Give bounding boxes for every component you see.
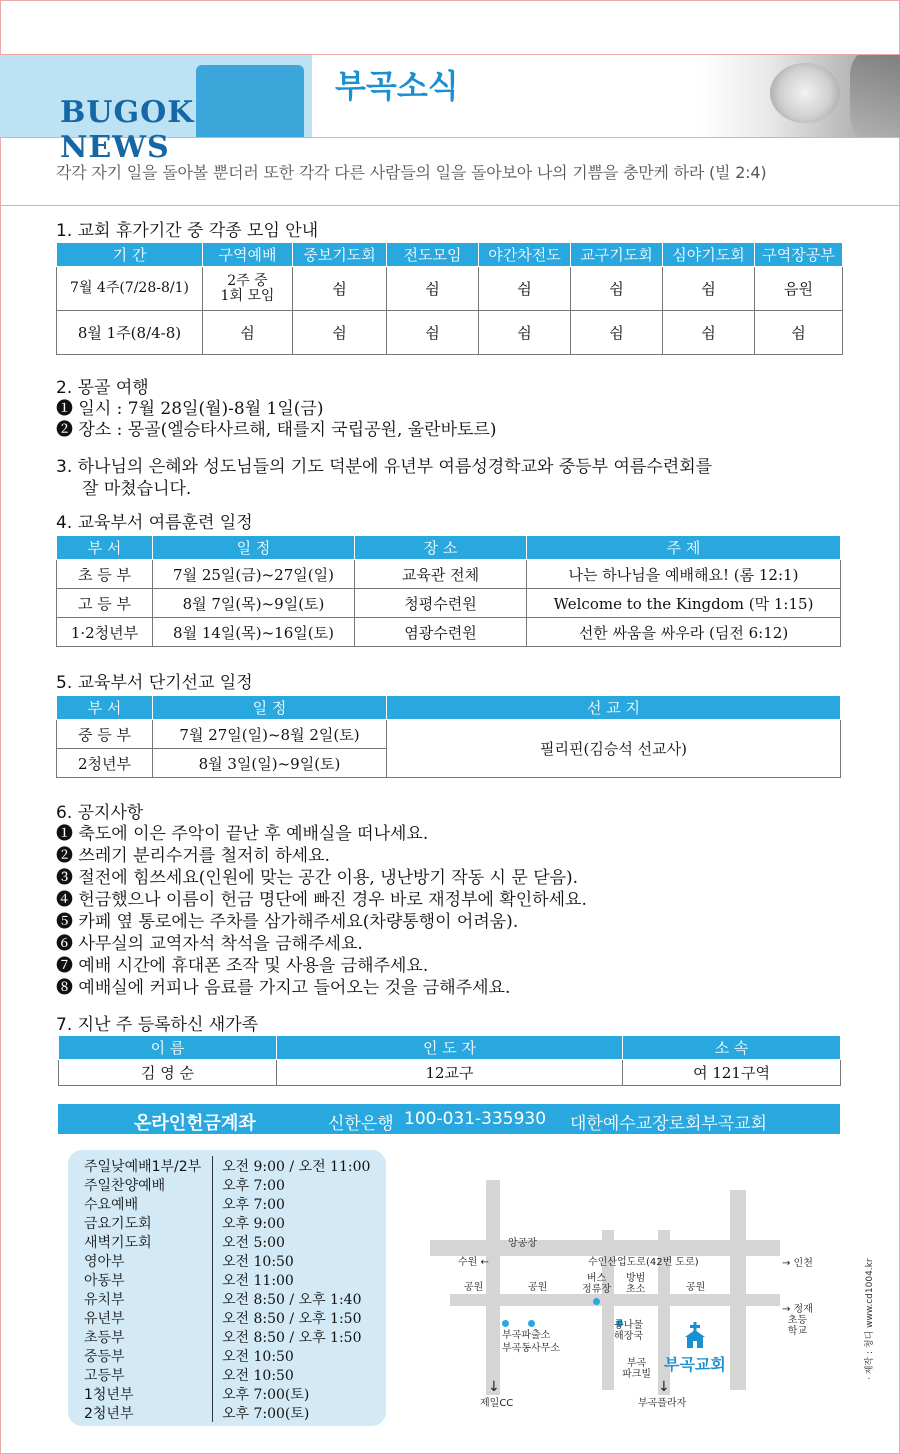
schedule-row <box>84 1289 384 1308</box>
section4-title: 4. 교육부서 여름훈련 일정 <box>56 513 253 533</box>
schedule-row <box>84 1194 384 1213</box>
service-time: 오전 5:00 <box>222 1235 285 1251</box>
notice-item: ❷ 쓰레기 분리수거를 철저히 하세요. <box>56 846 330 866</box>
table-cell: 중 등 부 <box>57 720 153 749</box>
table-cell: 쉼 <box>479 267 571 311</box>
schedule-row <box>84 1270 384 1289</box>
table-header-row <box>57 243 843 267</box>
table-cell: 쉼 <box>293 267 387 311</box>
col-header: 장 소 <box>355 536 527 560</box>
col-header: 교구기도회 <box>571 243 663 267</box>
table-row <box>57 720 841 749</box>
table-cell: 1·2청년부 <box>57 618 153 647</box>
schedule-row <box>84 1403 384 1422</box>
service-time: 오전 8:50 / 오후 1:50 <box>222 1330 362 1346</box>
table-cell: 쉼 <box>293 311 387 355</box>
table-cell: 쉼 <box>663 267 755 311</box>
map-label-police-post: 방범 초소 <box>626 1273 646 1295</box>
service-name: 고등부 <box>84 1368 125 1384</box>
table-cell: 2청년부 <box>57 749 153 778</box>
service-name: 2청년부 <box>84 1406 134 1422</box>
bank-name: 신한은행 <box>328 1114 394 1134</box>
table-cell: 쉼 <box>479 311 571 355</box>
table-cell: 여 121구역 <box>623 1060 841 1086</box>
table-cell: 2주 중 1회 모임 <box>203 267 293 311</box>
service-time: 오후 7:00(토) <box>222 1406 310 1422</box>
arrow-down-icon: ↓ <box>658 1379 670 1395</box>
map-label-bus-stop: 버스 정류장 <box>582 1273 611 1295</box>
arrow-down-icon: ↓ <box>488 1379 500 1395</box>
service-name: 초등부 <box>84 1330 125 1346</box>
logo-word-bugok: BUGOK <box>60 95 195 130</box>
section1-title: 1. 교회 휴가기간 중 각종 모임 안내 <box>56 221 319 241</box>
section6-title: 6. 공지사항 <box>56 803 144 823</box>
map-label-jeil-cc: 제일CC <box>480 1398 514 1409</box>
table-cell: 초 등 부 <box>57 560 153 589</box>
summer-training-table <box>56 535 841 647</box>
table-cell: 음원 <box>755 267 843 311</box>
table-cell: 선한 싸움을 싸우라 (딤전 6:12) <box>527 618 841 647</box>
notice-item: ❻ 사무실의 교역자석 착석을 금해주세요. <box>56 934 363 954</box>
service-time: 오전 10:50 <box>222 1368 294 1384</box>
table-row <box>57 618 841 647</box>
mission-destination: 필리핀(김승석 선교사) <box>387 720 841 778</box>
service-time: 오전 8:50 / 오후 1:50 <box>222 1311 362 1327</box>
new-family-table <box>58 1035 841 1086</box>
schedule-row <box>84 1346 384 1365</box>
logo-word-news: NEWS <box>60 130 170 165</box>
table-cell: 7월 4주(7/28-8/1) <box>57 267 203 311</box>
section3-line1: 3. 하나님의 은혜와 성도님들의 기도 덕분에 유년부 여름성경학교와 중등부 여름수련회를 <box>56 457 713 477</box>
map-label-police-office: 부곡파출소 <box>502 1330 551 1341</box>
road-vertical-middle <box>602 1230 614 1390</box>
service-name: 주일낮예배1부/2부 <box>84 1159 202 1175</box>
table-cell: 나는 하나님을 예배해요! (롬 12:1) <box>527 560 841 589</box>
account-number: 100-031-335930 <box>404 1109 547 1129</box>
map-label-park: 공원 <box>464 1282 484 1293</box>
vacation-meetings-table <box>56 242 843 355</box>
section3-line2: 잘 마쳤습니다. <box>82 479 192 499</box>
service-name: 유년부 <box>84 1311 125 1327</box>
location-map <box>430 1170 840 1420</box>
section7-title: 7. 지난 주 등록하신 새가족 <box>56 1015 259 1035</box>
worship-schedule <box>68 1150 386 1426</box>
map-label-plaza: 부곡플라자 <box>638 1398 687 1409</box>
trip-date-line: ❶ 일시 : 7월 28일(월)-8월 1일(금) <box>56 399 324 419</box>
col-header: 선 교 지 <box>387 696 841 720</box>
map-label-incheon: → 인천 <box>782 1258 813 1269</box>
service-name: 아동부 <box>84 1273 125 1289</box>
table-cell: 쉼 <box>387 311 479 355</box>
service-time: 오전 11:00 <box>222 1273 294 1289</box>
schedule-row <box>84 1156 384 1175</box>
bus-stop-marker <box>593 1298 600 1305</box>
schedule-row <box>84 1251 384 1270</box>
church-label: 부곡교회 <box>664 1355 726 1374</box>
table-cell: 7월 27일(일)~8월 2일(토) <box>153 720 387 749</box>
photo-shape-column <box>850 55 900 137</box>
service-name: 수요예배 <box>84 1197 139 1213</box>
service-time: 오후 9:00 <box>222 1216 285 1232</box>
table-cell: 8월 1주(8/4-8) <box>57 311 203 355</box>
offering-label: 온라인헌금계좌 <box>134 1113 256 1134</box>
map-label-factory: 앙공장 <box>508 1238 537 1249</box>
mission-trip-table <box>56 695 841 778</box>
col-header: 구역예배 <box>203 243 293 267</box>
col-header: 부 서 <box>57 536 153 560</box>
col-header: 부 서 <box>57 696 153 720</box>
table-cell: 교육관 전체 <box>355 560 527 589</box>
map-label-suwon: 수원 ← <box>458 1257 489 1268</box>
service-name: 새벽기도회 <box>84 1235 152 1251</box>
schedule-row <box>84 1232 384 1251</box>
table-cell: 쉼 <box>571 267 663 311</box>
col-header: 이 름 <box>59 1036 277 1060</box>
schedule-row <box>84 1384 384 1403</box>
service-time: 오전 10:50 <box>222 1349 294 1365</box>
table-cell: 8월 7일(목)~9일(토) <box>153 589 355 618</box>
map-label-district-office: 부곡동사무소 <box>502 1343 560 1354</box>
table-row <box>57 560 841 589</box>
service-name: 영아부 <box>84 1254 125 1270</box>
police-office-marker <box>502 1320 509 1327</box>
notice-item: ❽ 예배실에 커피나 음료를 가지고 들어오는 것을 금해주세요. <box>56 978 511 998</box>
col-header: 인 도 자 <box>277 1036 623 1060</box>
church-icon <box>684 1322 706 1348</box>
table-row <box>57 589 841 618</box>
service-name: 1청년부 <box>84 1387 134 1403</box>
table-row <box>57 311 843 355</box>
section2-title: 2. 몽골 여행 <box>56 378 149 398</box>
table-row <box>59 1060 841 1086</box>
service-time: 오후 7:00 <box>222 1197 285 1213</box>
map-label-restaurant: 콩나물 해장국 <box>614 1320 643 1342</box>
section5-title: 5. 교육부서 단기선교 일정 <box>56 673 253 693</box>
col-header: 전도모임 <box>387 243 479 267</box>
col-header: 구역장공부 <box>755 243 843 267</box>
online-offering-account-bar <box>58 1104 840 1134</box>
table-cell: 쉼 <box>203 311 293 355</box>
table-cell: 쉼 <box>755 311 843 355</box>
table-cell: 쉼 <box>571 311 663 355</box>
table-cell: 12교구 <box>277 1060 623 1086</box>
col-header: 야간차전도 <box>479 243 571 267</box>
col-header: 중보기도회 <box>293 243 387 267</box>
schedule-row <box>84 1365 384 1384</box>
col-header: 일 정 <box>153 536 355 560</box>
notice-item: ❹ 헌금했으나 이름이 헌금 명단에 빠진 경우 바로 재정부에 확인하세요. <box>56 890 587 910</box>
col-header: 심야기도회 <box>663 243 755 267</box>
table-row <box>57 267 843 311</box>
schedule-row <box>84 1308 384 1327</box>
notice-item: ❼ 예배 시간에 휴대폰 조작 및 사용을 금해주세요. <box>56 956 429 976</box>
service-time: 오전 8:50 / 오후 1:40 <box>222 1292 362 1308</box>
table-cell: 고 등 부 <box>57 589 153 618</box>
service-name: 유치부 <box>84 1292 125 1308</box>
service-time: 오후 7:00(토) <box>222 1387 310 1403</box>
schedule-row <box>84 1175 384 1194</box>
table-cell: 청평수련원 <box>355 589 527 618</box>
table-cell: 8월 3일(일)~9일(토) <box>153 749 387 778</box>
col-header: 소 속 <box>623 1036 841 1060</box>
road-vertical-right <box>730 1190 746 1390</box>
map-label-school: → 정재 초등 학교 <box>782 1304 813 1337</box>
map-label-park: 공원 <box>528 1282 548 1293</box>
account-holder: 대한예수교장로회부곡교회 <box>570 1114 768 1134</box>
bible-verse: 각각 자기 일을 돌아볼 뿐더러 또한 각각 다른 사람들의 일을 돌아보아 나의 기쁨을 충만케 하라 (빌 2:4) <box>56 163 767 182</box>
col-header: 일 정 <box>153 696 387 720</box>
header-photo <box>700 55 900 137</box>
map-label-park-villa: 부곡 파크빌 <box>622 1358 651 1380</box>
bugok-news-logo <box>60 95 312 165</box>
table-cell: 쉼 <box>387 267 479 311</box>
col-header: 주 제 <box>527 536 841 560</box>
table-cell: 7월 25일(금)~27일(일) <box>153 560 355 589</box>
table-cell: 쉼 <box>663 311 755 355</box>
notice-item: ❺ 카페 옆 통로에는 주차를 삼가해주세요(차량통행이 어려움). <box>56 912 519 932</box>
road-vertical-left <box>486 1180 500 1395</box>
table-cell: Welcome to the Kingdom (막 1:15) <box>527 589 841 618</box>
service-time: 오전 10:50 <box>222 1254 294 1270</box>
credit-text: · 제작 : 청디 www.cd1004.kr <box>865 1258 875 1380</box>
table-header-row <box>57 536 841 560</box>
table-cell: 8월 14일(목)~16일(토) <box>153 618 355 647</box>
notice-item: ❶ 축도에 이은 주악이 끝난 후 예배실을 떠나세요. <box>56 824 429 844</box>
divider <box>0 205 900 206</box>
table-cell: 김 영 순 <box>59 1060 277 1086</box>
notice-item: ❸ 절전에 힘쓰세요(인원에 맞는 공간 이용, 냉난방기 작동 시 문 닫음). <box>56 868 579 888</box>
service-name: 금요기도회 <box>84 1216 152 1232</box>
col-header: 기 간 <box>57 243 203 267</box>
schedule-row <box>84 1327 384 1346</box>
masthead <box>0 54 900 165</box>
service-time: 오후 7:00 <box>222 1178 285 1194</box>
district-office-marker <box>528 1320 535 1327</box>
trip-place-line: ❷ 장소 : 몽골(엘승타사르해, 태를지 국립공원, 울란바토르) <box>56 420 497 440</box>
schedule-row <box>84 1213 384 1232</box>
map-label-road: 수인산업도로(42번 도로) <box>588 1257 699 1268</box>
service-name: 주일찬양예배 <box>84 1178 166 1194</box>
service-name: 중등부 <box>84 1349 125 1365</box>
logo-panel <box>0 55 312 165</box>
table-header-row <box>59 1036 841 1060</box>
photo-shape-circle <box>770 63 840 123</box>
table-header-row <box>57 696 841 720</box>
table-cell: 염광수련원 <box>355 618 527 647</box>
map-label-park: 공원 <box>686 1282 706 1293</box>
page-title: 부곡소식 <box>335 67 459 105</box>
service-time: 오전 9:00 / 오전 11:00 <box>222 1159 371 1175</box>
